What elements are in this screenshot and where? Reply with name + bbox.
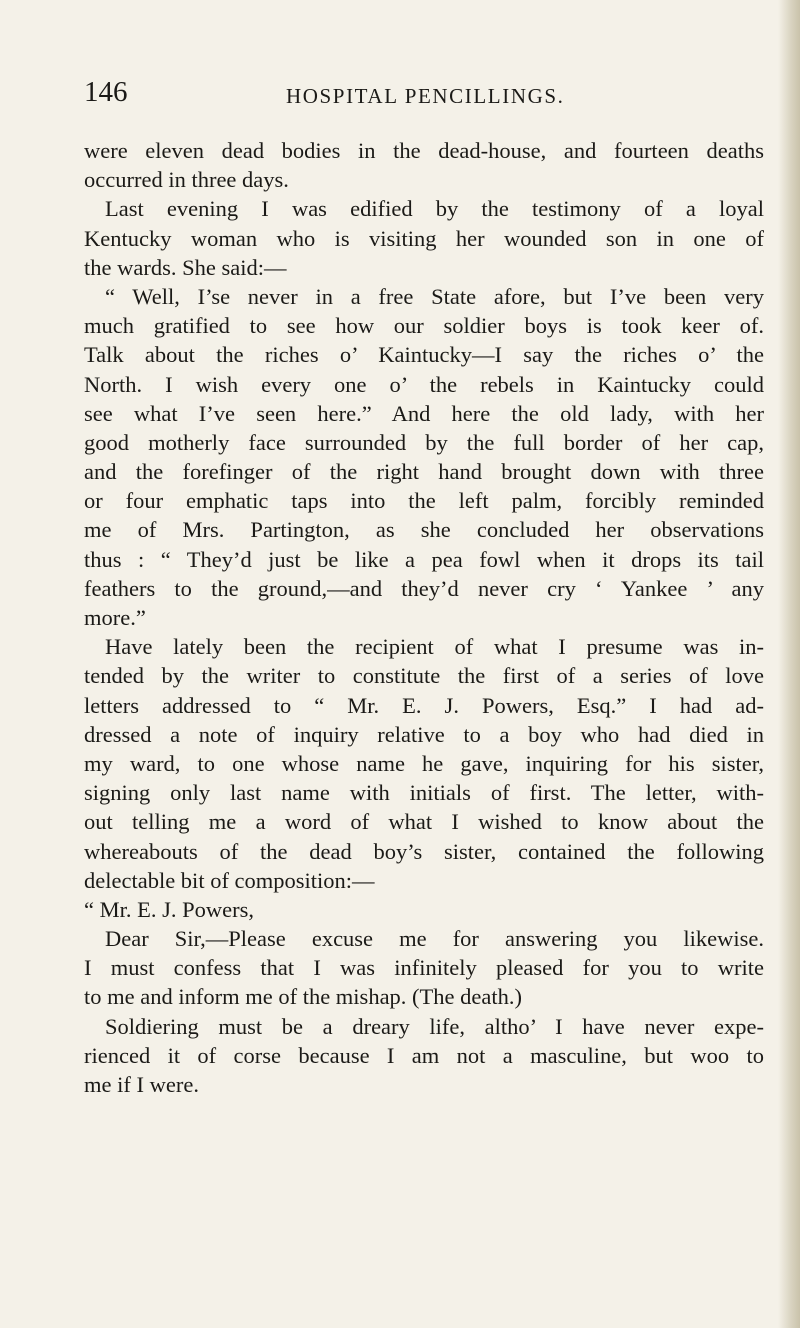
text-line: good motherly face surrounded by the full border of her cap, — [84, 429, 764, 455]
text-line: feathers to the ground,—and they’d never cry ‘ Yankee ’ any — [84, 575, 764, 601]
text-line: North. I wish every one o’ the rebels in Kaintucky could — [84, 371, 764, 397]
text-line: or four emphatic taps into the left palm, forcibly reminded — [84, 488, 764, 514]
running-head — [0, 72, 800, 112]
text-line: tended by the writer to constitute the first of a series of love — [84, 663, 764, 689]
body-text — [84, 136, 764, 1099]
text-line: rienced it of corse because I am not a masculine, but woo to — [84, 1042, 764, 1068]
text-line: Have lately been the recipient of what I presume was in- — [105, 634, 764, 660]
text-line: delectable bit of composition:— — [84, 867, 375, 893]
text-line: out telling me a word of what I wished to know about the — [84, 809, 764, 835]
text-line: the wards. She said:— — [84, 254, 287, 280]
text-line: see what I’ve seen here.” And here the old lady, with her — [84, 400, 764, 426]
page-edge-shadow — [778, 0, 800, 1328]
text-line: whereabouts of the dead boy’s sister, contained the following — [84, 838, 764, 864]
text-line: dressed a note of inquiry relative to a boy who had died in — [84, 721, 764, 747]
text-line: me if I were. — [84, 1072, 199, 1097]
text-line: my ward, to one whose name he gave, inquiring for his sister, — [84, 750, 764, 776]
text-line: Talk about the riches o’ Kaintucky—I say the riches o’ the — [84, 342, 764, 368]
running-head-title: HOSPITAL PENCILLINGS. — [286, 84, 565, 108]
page-number: 146 — [84, 76, 128, 108]
text-line: “ Well, I’se never in a free State afore, but I’ve been very — [105, 283, 764, 309]
text-line: more.” — [84, 605, 146, 630]
letter-salutation-name: “ Mr. E. J. Powers, — [84, 896, 254, 922]
text-line: Dear Sir,—Please excuse me for answering you likewise. — [105, 926, 764, 952]
text-line: me of Mrs. Partington, as she concluded her observations — [84, 517, 764, 543]
text-line: were eleven dead bodies in the dead-house, and fourteen deaths — [84, 138, 764, 163]
text-line: and the forefinger of the right hand brought down with three — [84, 459, 764, 485]
text-line: occurred in three days. — [84, 167, 289, 193]
text-line: Last evening I was edified by the testimony of a loyal — [105, 196, 764, 222]
text-line: thus : “ They’d just be like a pea fowl when it drops its tail — [84, 546, 764, 572]
text-line: letters addressed to “ Mr. E. J. Powers, Esq.” I had ad- — [84, 692, 764, 718]
text-line: I must confess that I was infinitely pleased for you to write — [84, 955, 764, 981]
text-line: Soldiering must be a dreary life, altho’ I have never expe- — [105, 1013, 764, 1039]
text-line: to me and inform me of the mishap. (The death.) — [84, 984, 522, 1010]
text-line: signing only last name with initials of first. The letter, with- — [84, 780, 764, 806]
text-line: Kentucky woman who is visiting her wounded son in one of — [84, 225, 764, 251]
text-line: much gratified to see how our soldier boys is took keer of. — [84, 313, 764, 339]
